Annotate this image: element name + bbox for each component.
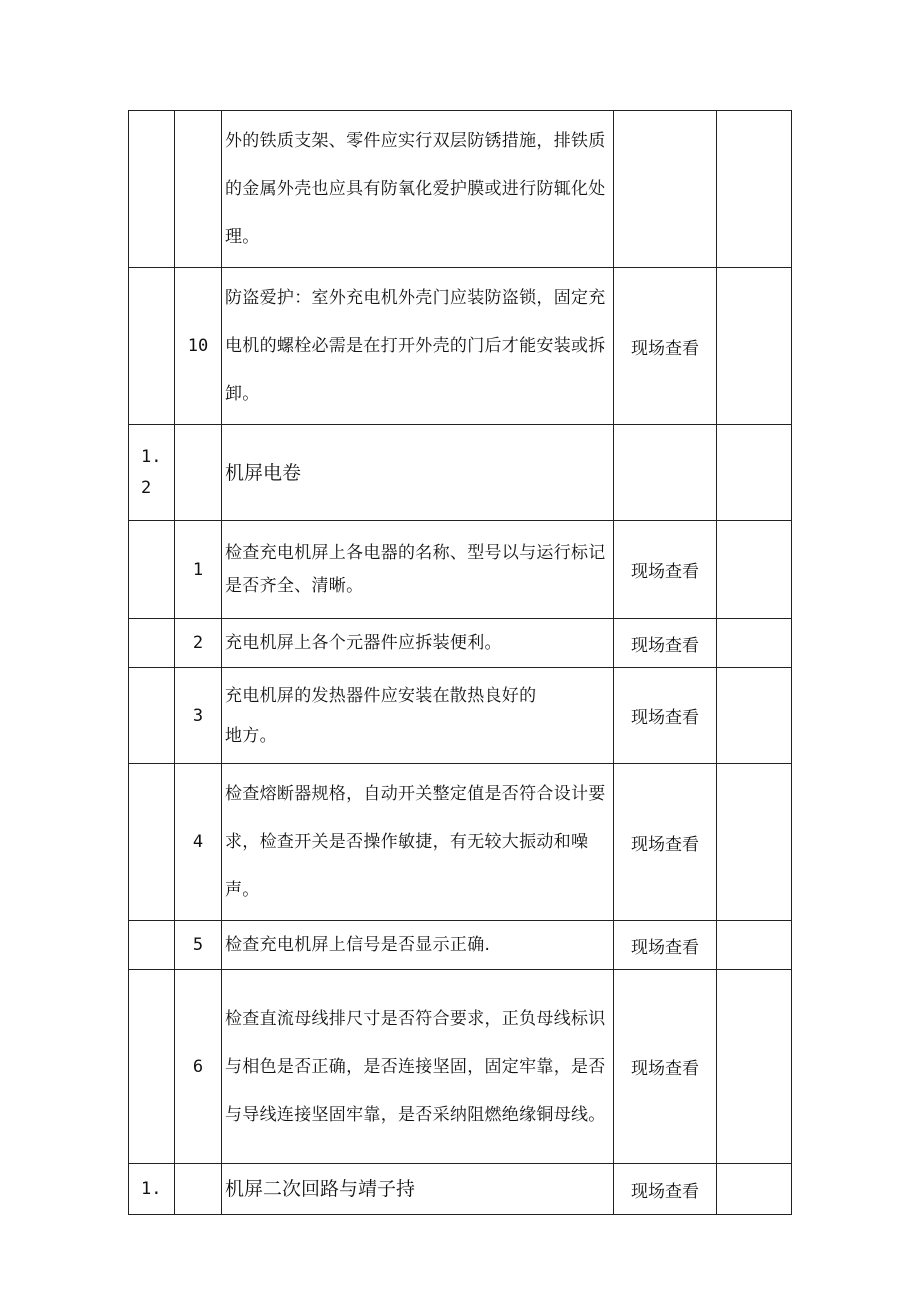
remarks-cell [717,1164,792,1215]
content-cell: 充电机屏上各个元器件应拆装便利。 [222,619,614,668]
section-cell [129,268,175,425]
content-cell: 检查充电机屏上信号是否显示正确. [222,921,614,970]
section-cell [129,111,175,268]
item-number-cell: 3 [175,668,222,764]
section-heading-cell: 机屏二次回路与靖子持 [222,1164,614,1215]
content-cell: 检查熔断器规格，自动开关整定值是否符合设计要求，检查开关是否操作敏捷，有无较大振动和噪声。 [222,764,614,921]
remarks-cell [717,521,792,619]
section-cell [129,425,175,521]
method-cell: 现场查看 [614,668,717,764]
section-number: 1. 2 [141,446,162,498]
table-row [129,521,792,619]
item-number-cell: 2 [175,619,222,668]
table-row [129,970,792,1164]
table-row [129,764,792,921]
method-cell: 现场查看 [614,268,717,425]
section-number: 1. [141,1178,162,1199]
content-cell: 充电机屏的发热器件应安装在散热良好的地方。 [222,668,614,764]
table-row [129,668,792,764]
section-cell [129,1164,175,1215]
method-cell [614,425,717,521]
section-cell [129,668,175,764]
remarks-cell [717,668,792,764]
item-number-cell: 4 [175,764,222,921]
item-number-cell [175,111,222,268]
inspection-table [128,110,792,1215]
remarks-cell [717,425,792,521]
remarks-cell [717,268,792,425]
remarks-cell [717,111,792,268]
method-cell: 现场查看 [614,1164,717,1215]
method-cell: 现场查看 [614,970,717,1164]
remarks-cell [717,921,792,970]
remarks-cell [717,764,792,921]
table-row [129,921,792,970]
method-cell: 现场查看 [614,521,717,619]
method-cell: 现场查看 [614,921,717,970]
item-number-cell: 10 [175,268,222,425]
item-number-cell [175,425,222,521]
item-number-cell: 1 [175,521,222,619]
item-number-cell: 6 [175,970,222,1164]
section-cell [129,921,175,970]
table-row [129,619,792,668]
method-cell: 现场查看 [614,619,717,668]
content-cell: 防盗爱护：室外充电机外壳门应装防盗锁，固定充电机的螺栓必需是在打开外壳的门后才能安装或拆卸。 [222,268,614,425]
remarks-cell [717,970,792,1164]
content-cell: 检查直流母线排尺寸是否符合要求，正负母线标识与相色是否正确，是否连接坚固，固定牢靠，是否与导线连接坚固牢靠，是否采纳阻燃绝缘铜母线。 [222,970,614,1164]
item-number-cell [175,1164,222,1215]
section-heading-cell: 机屏电卷 [222,425,614,521]
table-row [129,111,792,268]
item-number-cell: 5 [175,921,222,970]
section-cell [129,764,175,921]
table-row [129,1164,792,1215]
content-cell: 检查充电机屏上各电器的名称、型号以与运行标记是否齐全、清晰。 [222,521,614,619]
section-cell [129,521,175,619]
method-cell [614,111,717,268]
remarks-cell [717,619,792,668]
section-cell [129,619,175,668]
table-row [129,268,792,425]
section-cell [129,970,175,1164]
content-cell: 外的铁质支架、零件应实行双层防锈措施，排铁质的金属外壳也应具有防氧化爱护膜或进行防辄化处理。 [222,111,614,268]
table-row [129,425,792,521]
method-cell: 现场查看 [614,764,717,921]
